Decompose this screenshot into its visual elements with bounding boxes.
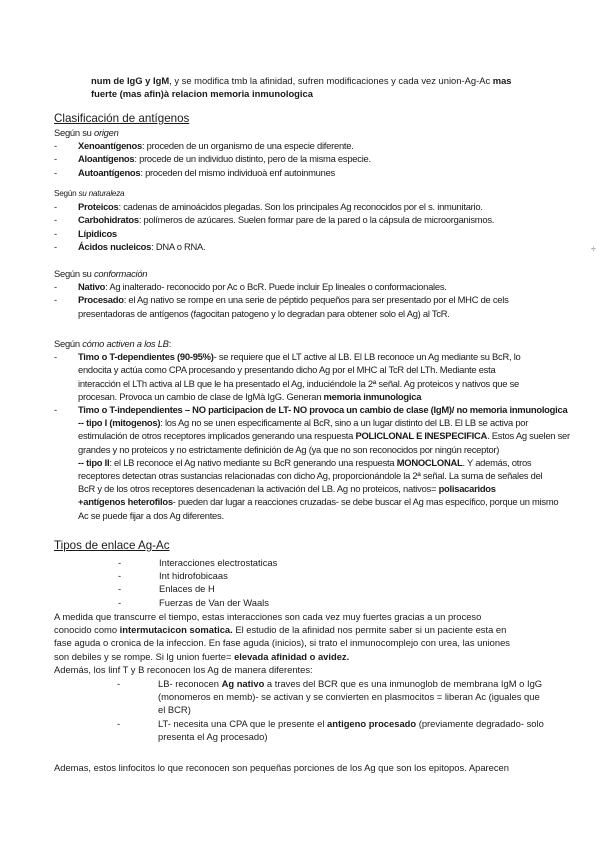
- text: : el Ag nativo se rompe en una serie de péptido pequeños para ser presentado por el MHC de cels: [123, 294, 509, 306]
- list-item-line: [78, 416, 594, 429]
- list-item: [117, 717, 587, 743]
- list-item-line: [78, 429, 594, 442]
- text: procesan. Provoca un cambio de clase de IgMà IgG. Generan: [78, 390, 324, 402]
- list-item-line: [78, 166, 594, 179]
- list-item: [54, 166, 594, 179]
- list-item: [118, 569, 277, 582]
- bold-text: POLICLONAL E INESPECIFICA: [355, 430, 488, 442]
- bullet-marker: -: [54, 140, 57, 152]
- list-item: [54, 139, 594, 152]
- list-item-label: Int hidrofobicaas: [159, 570, 228, 582]
- list-item-text: : cadenas de aminoácidos plegadas. Son los principales Ag reconocidos por el s. inmunitario.: [118, 201, 483, 213]
- text: . Y además, otros: [462, 456, 532, 468]
- margin-mark: ÷: [591, 244, 596, 254]
- bullet-marker: -: [54, 214, 57, 226]
- bullet-marker: -: [54, 227, 57, 239]
- text: (previamente degradado- solo: [416, 717, 544, 729]
- list-item-term: Xenoantígenos: [78, 140, 142, 152]
- bold-text: polisacaridos: [438, 483, 496, 495]
- list-item-term: Ácidos nucleicos: [78, 240, 152, 252]
- list-item: [54, 213, 594, 226]
- list-item-line: [78, 377, 594, 390]
- bullet-marker: -: [54, 201, 57, 213]
- list-item-line: [78, 390, 594, 403]
- text: estimulación de otros receptores implicados generando una respuesta: [78, 430, 356, 442]
- list-item-line: [78, 403, 594, 416]
- text: a traves del BCR que es una inmunoglob de membrana IgM o IgG: [264, 678, 543, 689]
- top-line-2: [91, 87, 512, 100]
- bullet-marker: -: [54, 281, 57, 293]
- text: interacción el LTh activa al LB que le ha presentado el Ag, induciéndole la 2ª señal. Ag proteicos y nativos que se: [78, 377, 519, 389]
- list-item-term: Proteicos: [78, 201, 119, 213]
- enlace-list: [118, 556, 277, 609]
- clasificacion-heading: Clasificación de antígenos: [54, 112, 190, 125]
- bold-text: antigeno procesado: [327, 717, 417, 729]
- top-paragraph: [91, 74, 512, 100]
- list-item-text: : polímeros de azúcares. Suelen formar pare de la pared o la cápsula de microorganismos.: [138, 214, 495, 226]
- bullet-marker: -: [54, 294, 57, 306]
- list-item-line: [78, 152, 594, 165]
- list-item-term: Carbohidratos: [78, 214, 139, 226]
- bold-text: Timo o T-dependientes (90-95%): [78, 351, 214, 363]
- bullet-marker: -: [54, 404, 57, 416]
- text: fase aguda o cronica de la infeccion. En fase aguda (inicios), si trato el inmunocomplejo con urea, las uniones: [54, 637, 510, 649]
- list-item: [54, 200, 594, 213]
- final-line: Ademas, estos linfocitos lo que reconocen son pequeñas porciones de los Ag que son los epitopos. Aparecen: [54, 762, 509, 773]
- list-item-text: : procede de un individuo distinto, pero de la misma especie.: [134, 153, 371, 165]
- list-item: [54, 403, 594, 522]
- bullet-marker: -: [117, 678, 121, 689]
- lb-label: Según cómo activen a los LB:: [54, 338, 172, 349]
- afinidad-paragraph: [54, 610, 599, 676]
- list-item-term: Lípidicos: [78, 227, 117, 239]
- origen-section: [54, 126, 594, 179]
- origen-list: [54, 139, 594, 179]
- list-item-label: Enlaces de H: [159, 583, 215, 595]
- list-item-line: [78, 482, 594, 495]
- list-item-line: [78, 227, 594, 240]
- list-item: [54, 227, 594, 240]
- conformacion-label: Según su conformación: [54, 268, 148, 279]
- list-item-line: [78, 469, 594, 482]
- text: BcR y de los otros receptores desencadenan la activación del LB. Ag no proteicos, nativos=: [78, 483, 439, 495]
- lb-list: [54, 350, 594, 522]
- paragraph-line: [54, 610, 599, 623]
- bold-text: num de IgG y IgM: [91, 75, 170, 86]
- text: El estudio de la afinidad nos permite saber si un paciente esta en: [232, 624, 507, 636]
- bold-text: Nativo: [78, 281, 106, 293]
- bold-text: -- tipo I (mitogenos): [78, 417, 161, 429]
- list-item-line: [78, 139, 594, 152]
- text: . Estos Ag suelen ser: [487, 430, 570, 442]
- bold-text: elevada afinidad o avidez.: [234, 650, 350, 662]
- list-item-line: [78, 240, 594, 253]
- list-item: [54, 280, 594, 293]
- list-item-line: [78, 495, 594, 508]
- text: LB- reconocen: [158, 678, 222, 689]
- list-item-line: [78, 443, 594, 456]
- bold-text: -- tipo II: [78, 456, 110, 468]
- list-item: [54, 240, 594, 253]
- bold-text: +antígenos heterofilos: [78, 496, 173, 508]
- list-item-term: Autoantígenos: [78, 166, 141, 178]
- conformacion-section: [54, 267, 594, 320]
- list-item: [118, 582, 277, 595]
- text: LT- necesita una CPA que le presente el: [158, 717, 328, 729]
- list-item-line: [78, 456, 594, 469]
- text: receptores detectan otras sustancias relacionadas con dicho Ag, proporcionándole la 2ª señal. La suma de señales del: [78, 470, 543, 482]
- bullet-marker: -: [118, 583, 122, 595]
- list-item-line: [78, 350, 594, 363]
- list-item-term: Aloantígenos: [78, 153, 135, 165]
- bold-text: fuerte (mas afin)à relacion memoria inmunologica: [91, 88, 313, 100]
- naturaleza-section: [54, 187, 594, 253]
- list-item-line: [158, 730, 587, 743]
- bold-text: MONOCLONAL: [396, 456, 463, 468]
- conformacion-list: [54, 280, 594, 320]
- naturaleza-label: Según su naturaleza: [54, 189, 125, 198]
- text: conocido como: [54, 624, 120, 636]
- bullet-marker: -: [54, 166, 57, 178]
- lb-lt-list: [117, 677, 587, 743]
- text: presenta el Ag procesado): [158, 730, 268, 742]
- list-item: [54, 152, 594, 165]
- bullet-marker: -: [118, 570, 122, 582]
- origen-label: Según su origen: [54, 127, 119, 138]
- text: - pueden dar lugar a reacciones cruzadas- se debe buscar el Ag mas específico, porque un mismo: [172, 496, 559, 508]
- list-item-label: Fuerzas de Van der Waals: [159, 596, 269, 608]
- list-item-line: [78, 213, 594, 226]
- paragraph-line: [54, 650, 599, 663]
- list-item-text: : proceden de un organismo de una especie diferente.: [141, 140, 354, 152]
- bullet-marker: -: [54, 351, 57, 363]
- bold-text: memoria inmunologica: [323, 390, 422, 402]
- text: A medida que transcurre el tiempo, estas interacciones son cada vez muy fuertes gracias a un proceso: [54, 611, 482, 622]
- paragraph-line: [54, 663, 599, 676]
- text: grandes y no proteicos y no estrictamente definición de Ag (ya que no son reconocidos por ningún receptor): [78, 443, 500, 455]
- list-item-line: [158, 690, 587, 703]
- bold-text: intermutacicon somatica.: [119, 624, 233, 636]
- top-line-1: [91, 74, 512, 87]
- text: son debiles y se rompe. Si lg union fuerte=: [54, 650, 235, 662]
- list-item-line: [78, 509, 594, 522]
- paragraph-line: [54, 636, 599, 649]
- bullet-marker: -: [54, 240, 57, 252]
- bold-text: mas: [492, 75, 512, 86]
- bold-text: Ag nativo: [221, 678, 265, 689]
- bullet-marker: -: [118, 596, 122, 608]
- text: : el LB reconoce el Ag nativo mediante su BcR generando una respuesta: [109, 456, 397, 468]
- lb-section: [54, 337, 594, 522]
- bold-text: Procesado: [78, 294, 124, 306]
- text: , y se modifica tmb la afinidad, sufren modificaciones y cada vez union-Ag-Ac: [169, 75, 493, 86]
- text: presentadoras de antígenos (fagocitan patogeno y lo degradan para obtener solo el Ag) al TcR.: [78, 307, 450, 319]
- list-item-text: : proceden del mismo individuoà enf autoinmunes: [140, 166, 335, 178]
- paragraph-line: [54, 623, 599, 636]
- bullet-marker: -: [118, 557, 122, 568]
- text: : los Ag no se unen especificamente al BcR, sino a un lugar distinto del LB. El LB se activa por: [160, 417, 529, 429]
- list-item: [54, 293, 594, 319]
- bullet-marker: -: [54, 153, 57, 165]
- list-item-line: [78, 363, 594, 376]
- text: el BCR): [158, 704, 191, 716]
- list-item-line: [158, 717, 587, 730]
- text: Ac se puede fijar a dos Ag diferentes.: [78, 509, 224, 521]
- list-item-line: [158, 703, 587, 716]
- bullet-marker: -: [117, 717, 121, 729]
- list-item: [117, 677, 587, 717]
- enlace-heading: Tipos de enlace Ag-Ac: [54, 539, 170, 552]
- text: (monomeros en memb)- se activan y se convierten en plasmocitos = liberan Ac (iguales que: [158, 691, 540, 703]
- naturaleza-list: [54, 200, 594, 253]
- list-item-text: : DNA o RNA.: [151, 240, 206, 252]
- list-item-line: [78, 200, 594, 213]
- text: endocita y actúa como CPA procesando y presentando dicho Ag por el MHC al TcR del LTh. Mediante esta: [78, 364, 496, 376]
- text: : Ag inalterado- reconocido por Ac o BcR. Puede incluir Ep lineales o conformacionales.: [105, 281, 447, 293]
- list-item-line: [78, 293, 594, 306]
- list-item: [118, 596, 277, 609]
- list-item-line: [78, 307, 594, 320]
- list-item-line: [78, 280, 594, 293]
- text: Además, los linf T y B reconocen los Ag de manera diferentes:: [54, 663, 313, 675]
- list-item-label: Interacciones electrostaticas: [159, 557, 278, 568]
- list-item: [118, 556, 277, 569]
- bold-text: Timo o T-independientes – NO participacion de LT- NO provoca un cambio de clase (IgM)/ no memoria inmunologica: [78, 404, 568, 416]
- text: - se requiere que el LT active al LB. El LB reconoce un Ag mediante su BcR, lo: [213, 351, 521, 363]
- list-item-line: [158, 677, 587, 690]
- list-item: [54, 350, 594, 403]
